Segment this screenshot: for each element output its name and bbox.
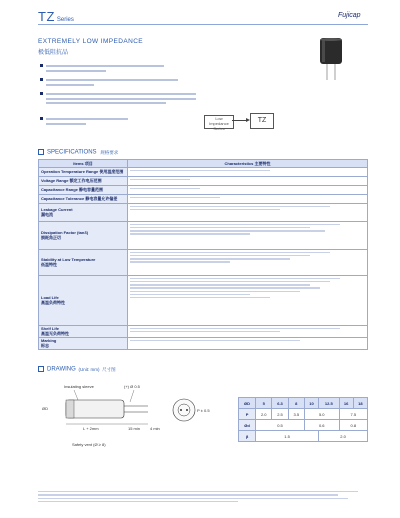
drawing-section-title: DRAWING (Unit: mm) 尺寸图 (38, 366, 116, 373)
capacitor-drawing (38, 378, 178, 460)
table-cell: 2.0 (319, 431, 368, 442)
pitch-label: P ± 0.5 (197, 408, 210, 413)
bullet-icon (40, 117, 43, 120)
row-label: Marking 标志 (39, 338, 128, 350)
header-cell: 10 (304, 398, 318, 409)
section-square-icon (38, 149, 44, 155)
bullet-icon (40, 92, 43, 95)
header-cell: 12.5 (319, 398, 340, 409)
safety-vent-label: Safety vent (Ø ≥ 8) (72, 442, 106, 447)
row-label: Voltage Range 额定工作电压范围 (39, 177, 128, 186)
row-value (128, 338, 368, 350)
series-name: TZ (38, 9, 55, 24)
footer-note (38, 489, 368, 504)
table-row (39, 250, 368, 276)
subtitle-cn: 极低阻抗品 (38, 50, 69, 56)
table-row (239, 420, 368, 431)
table-cell: 7.5 (339, 409, 367, 420)
vent-label: (+) Ø 0.5 (124, 384, 140, 389)
series-suffix: Series (56, 17, 74, 23)
row-label: Operation Temperature Range 使用温度范围 (39, 168, 128, 177)
header-cell: 5 (256, 398, 272, 409)
subtitle: EXTREMELY LOW IMPEDANCE (38, 38, 144, 45)
spec-section-title: SPECIFICATIONS 规格要求 (38, 149, 118, 156)
table-row (39, 326, 368, 338)
header-cell: 8 (288, 398, 304, 409)
bullet-icon (40, 78, 43, 81)
table-cell: 3.5 (288, 409, 304, 420)
series-flow-source: Low Impedance Series (204, 115, 234, 129)
table-row (39, 177, 368, 186)
row-header: P (239, 409, 256, 420)
table-cell: 2.0 (256, 409, 272, 420)
table-cell: 0.6 (304, 420, 339, 431)
table-row (39, 222, 368, 250)
feature-item (40, 77, 220, 86)
row-label: Capacitance Tolerance 静电容量允许偏差 (39, 195, 128, 204)
section-square-icon (38, 366, 44, 372)
table-row (39, 168, 368, 177)
row-header: β (239, 431, 256, 442)
header-cell: 16 (339, 398, 353, 409)
row-value (128, 168, 368, 177)
table-header-row (239, 398, 368, 409)
table-cell: 1.5 (256, 431, 319, 442)
row-label: Capacitance Range 静电容量范围 (39, 186, 128, 195)
table-row (39, 195, 368, 204)
sleeve-label: Insulating sleeve (64, 384, 94, 389)
table-cell: 0.5 (256, 420, 305, 431)
row-value (128, 326, 368, 338)
capacitor-top-view (170, 396, 210, 426)
column-header-characteristics: Characteristics 主要特性 (128, 160, 368, 168)
row-value (128, 276, 368, 326)
row-value (128, 177, 368, 186)
feature-item (40, 63, 220, 72)
spec-table (38, 159, 368, 350)
dimension-table (238, 397, 368, 442)
header-cell: ØD (239, 398, 256, 409)
table-cell: 2.5 (272, 409, 288, 420)
capacitor-image (318, 38, 344, 80)
header-cell: 18 (353, 398, 367, 409)
series-flow-target: TZ (250, 113, 274, 129)
diameter-label: ØD (42, 406, 48, 411)
column-header-items: Items 项目 (39, 160, 128, 168)
row-value (128, 186, 368, 195)
row-value (128, 222, 368, 250)
row-label: Dissipation Factor (tanδ) 损耗角正切 (39, 222, 128, 250)
bullet-icon (40, 64, 43, 67)
table-row (239, 431, 368, 442)
table-row (39, 186, 368, 195)
table-row (239, 409, 368, 420)
row-label: Leakage Current 漏电流 (39, 204, 128, 222)
table-row (39, 276, 368, 326)
row-label: Stability at Low Temperature 低温特性 (39, 250, 128, 276)
row-value (128, 204, 368, 222)
header-cell: 6.3 (272, 398, 288, 409)
feature-item (40, 91, 220, 104)
row-value (128, 195, 368, 204)
lead-min-label-2: 4 min (150, 426, 160, 431)
feature-item (40, 116, 220, 125)
table-cell: 5.0 (304, 409, 339, 420)
lead-min-label: 15 min (128, 426, 141, 431)
table-header-row (39, 160, 368, 168)
table-row (39, 204, 368, 222)
length-label: L + 2mm (83, 426, 99, 431)
header-rule (38, 24, 368, 25)
table-row (39, 338, 368, 350)
row-label: Load Life 高温负荷特性 (39, 276, 128, 326)
row-value (128, 250, 368, 276)
row-header: Ød (239, 420, 256, 431)
table-cell: 0.8 (339, 420, 367, 431)
row-label: Shelf Life 高温无负荷特性 (39, 326, 128, 338)
brand-logo: Fujicap (338, 12, 361, 19)
